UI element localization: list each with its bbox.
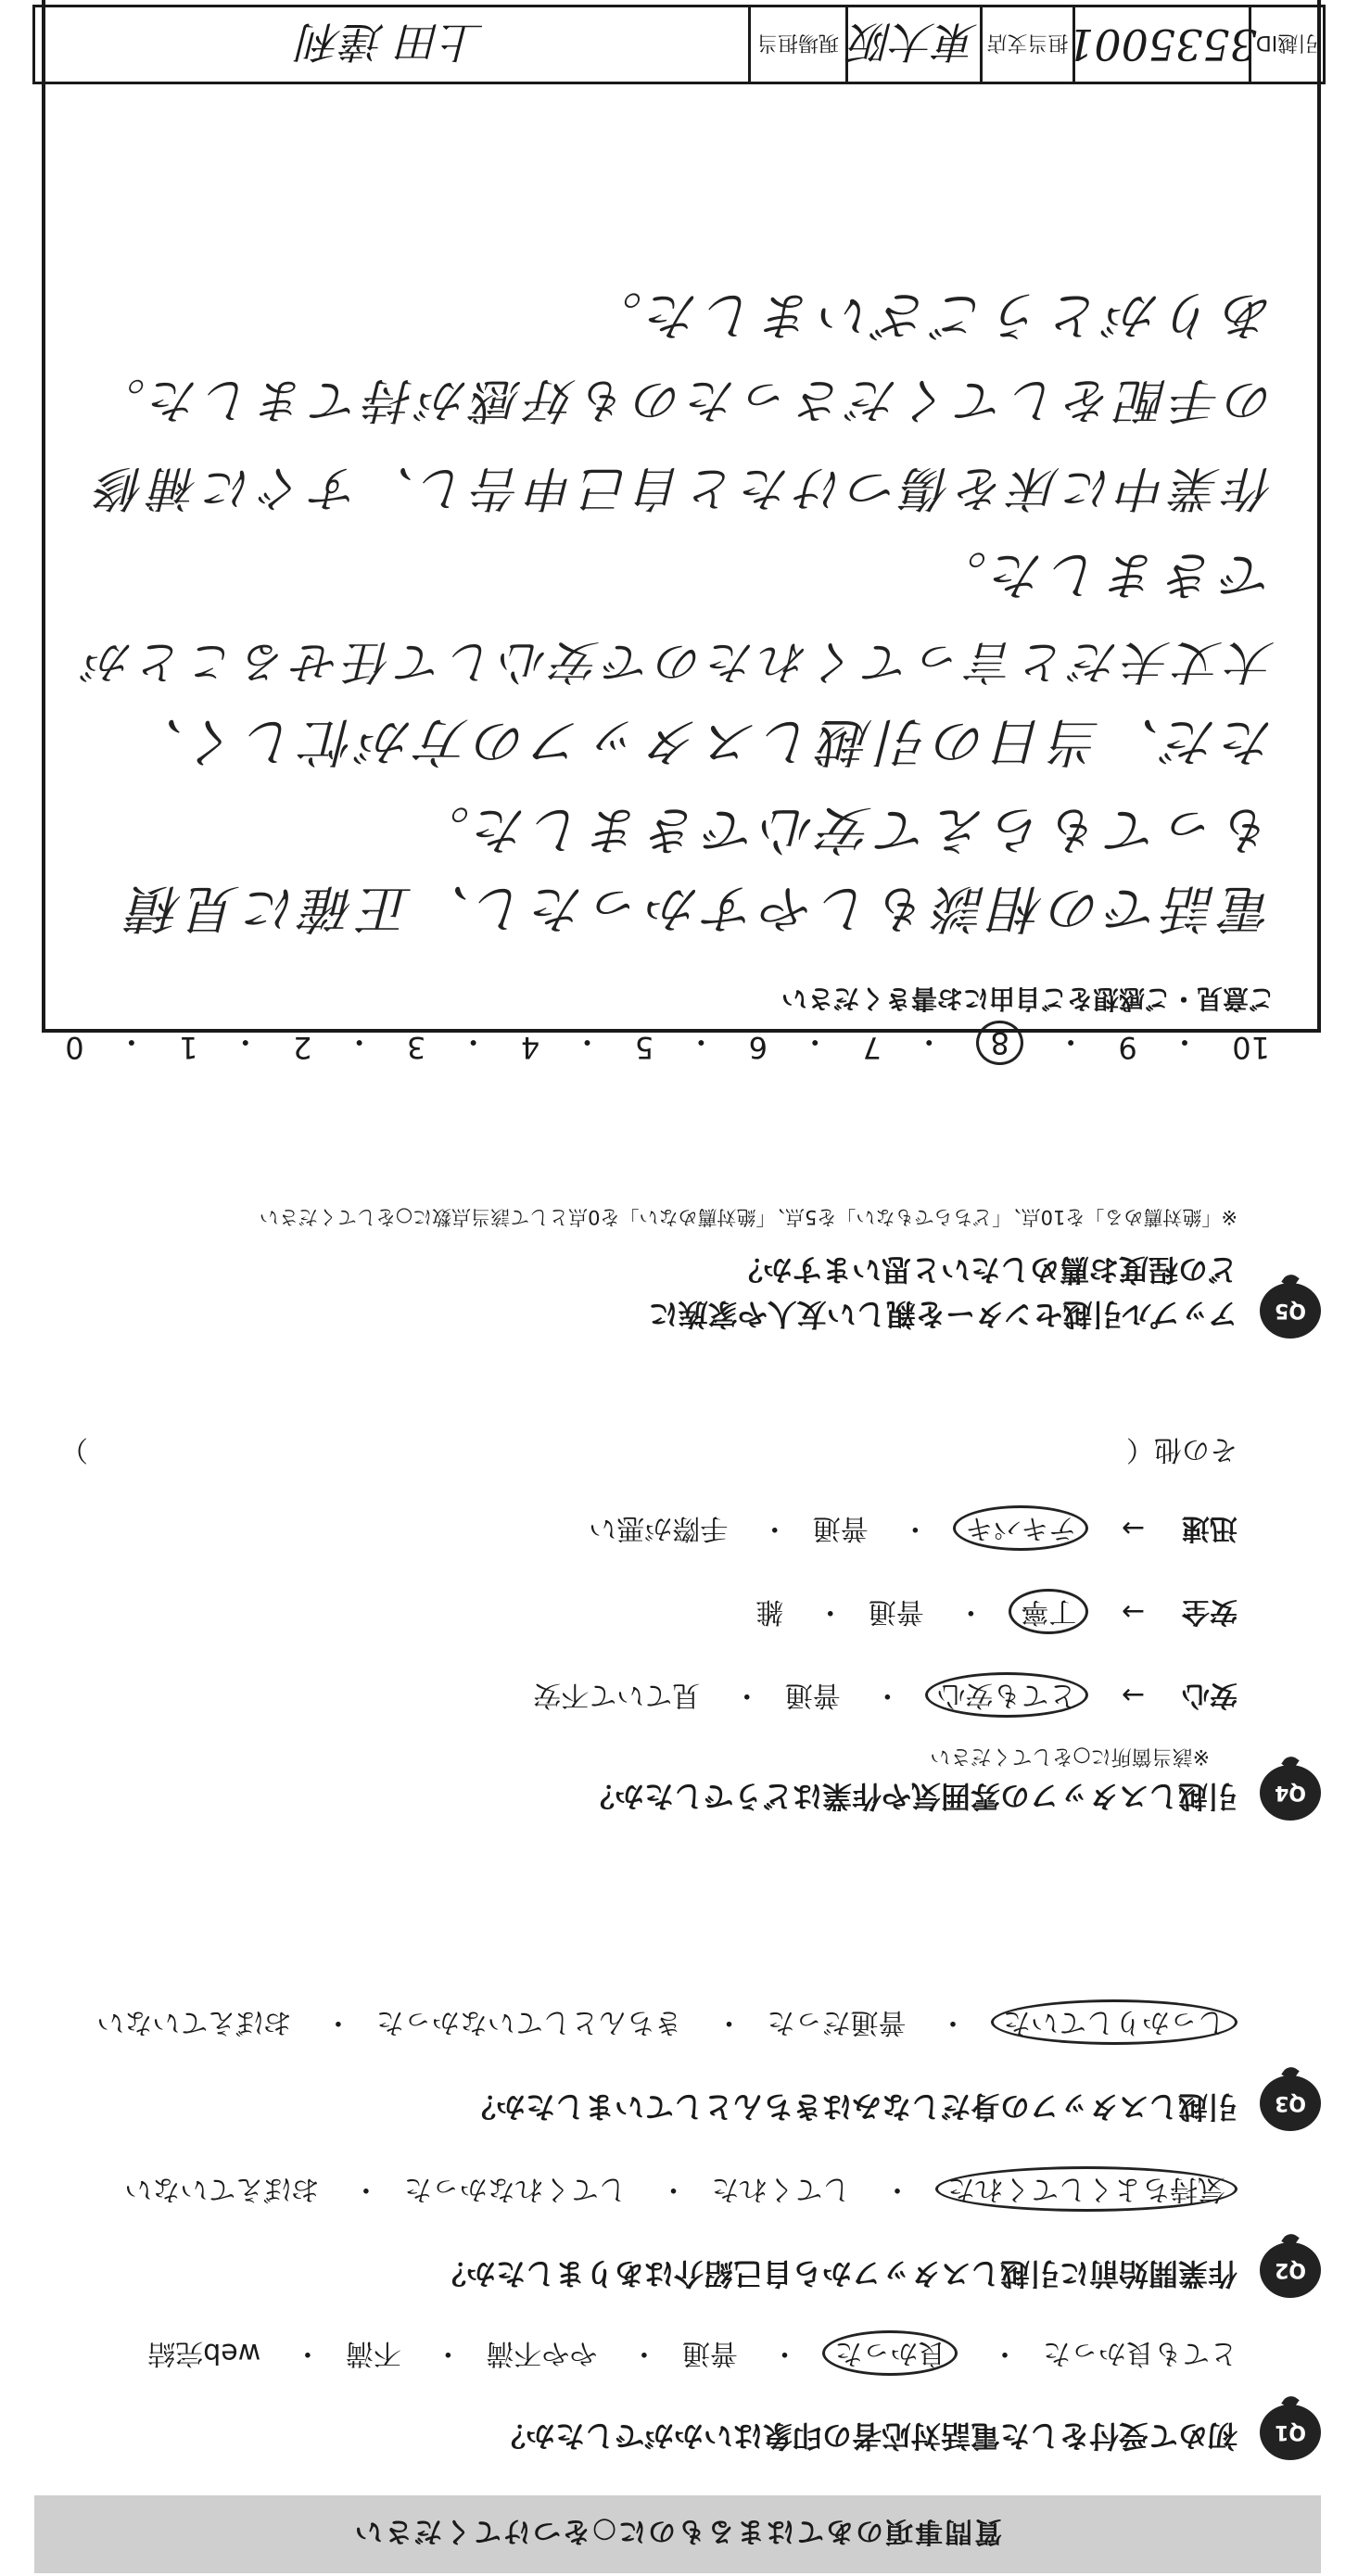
scale-option[interactable]: 0 xyxy=(65,1030,84,1065)
q2-option[interactable]: してくれた xyxy=(711,2173,851,2205)
comment-line: 作業中に床を傷つけたと自己申告し、すぐに補修 xyxy=(91,460,1275,515)
comment-line: の手配をしてくださったのも好感が持てました。 xyxy=(91,372,1275,427)
comment-line: ありがとうございました。 xyxy=(585,285,1275,345)
q3-text: 引越しスタッフの身だしなみはきちんとしていましたか？ xyxy=(465,2089,1237,2125)
q2-option[interactable]: おぼえていない xyxy=(124,2173,320,2205)
q3-options: しっかりしていた・ 普通だった・ きちんとしていなかった・ おぼえていない xyxy=(96,2005,1237,2046)
scale-option[interactable]: 7 xyxy=(862,1030,882,1065)
site-leader-label: 現場担当 xyxy=(748,7,845,82)
q1-option[interactable]: とても良かった xyxy=(1043,2337,1237,2369)
q4-option[interactable]: 普通 xyxy=(812,1512,869,1544)
q4-option[interactable]: 見ていて不安 xyxy=(533,1679,701,1711)
branch-label: 担当支店 xyxy=(980,7,1072,82)
q1-option[interactable]: 普通 xyxy=(681,2337,738,2369)
q1-option[interactable]: web完結 xyxy=(147,2337,261,2369)
banner-instruction: 質問事項のあてはまるものに○をつけてください xyxy=(34,2495,1321,2573)
q2-option-selected[interactable]: 気持ちよくしてくれた xyxy=(935,2166,1237,2212)
q3-option[interactable]: 普通だった xyxy=(767,2006,907,2038)
comment-line: もってもらえて安心できました。 xyxy=(412,799,1275,859)
q1-text: 初めて受付をした電話対応者の印象はいかがでしたか？ xyxy=(495,2418,1237,2454)
comment-title: ご意見・ご感想をご自由にお書きください xyxy=(781,983,1275,1014)
q2-badge: Q2 xyxy=(1260,2242,1321,2298)
q2-option[interactable]: してくれなかった xyxy=(403,2173,627,2205)
scale-option[interactable]: 4 xyxy=(520,1030,540,1065)
q4-option-selected[interactable]: とても安心 xyxy=(925,1672,1088,1718)
q2-options: 気持ちよくしてくれた・ してくれた・ してくれなかった・ おぼえていない xyxy=(124,2172,1237,2213)
scale-option[interactable]: 5 xyxy=(634,1030,654,1065)
q1-option[interactable]: やや不満 xyxy=(486,2337,598,2369)
scale-option[interactable]: 10 xyxy=(1232,1030,1270,1065)
q1-options: とても良かった・ 良かった・ 普通・ やや不満・ 不満・ web完結 xyxy=(147,2336,1237,2377)
comment-line: 電話での相談もしやすかったし、正確に見積 xyxy=(125,878,1275,938)
comment-line: ただ、当日の引越しスタッフの方が忙しく、 xyxy=(126,711,1275,771)
scale-option[interactable]: 1 xyxy=(179,1030,198,1065)
move-id-label: 引越ID xyxy=(1249,7,1323,82)
q4-option[interactable]: 手際が悪い xyxy=(589,1512,729,1544)
q4-other-close: ） xyxy=(60,1433,88,1466)
q3-badge: Q3 xyxy=(1260,2075,1321,2131)
scale-option-selected[interactable]: 8 xyxy=(976,1021,1022,1065)
q5-scale: 10 ・ 9 ・ 8 ・ 7 ・ 6 ・ 5 ・ 4 ・ 3 ・ 2 ・ 1 ・ 0 xyxy=(65,1021,1270,1065)
q5-badge: Q5 xyxy=(1260,1283,1321,1339)
q4-note: ※該当箇所に○をしてください xyxy=(930,1745,1210,1768)
q4-row-anshin: 安心→ とても安心・ 普通・ 見ていて不安 xyxy=(533,1678,1237,1719)
q5-note: ※「絶対薦める」を10点、「どちらでもない」を5点、「絶対薦めない」を0点として該当点数に○をしてください xyxy=(259,1206,1237,1228)
q4-option-selected[interactable]: テキパキ xyxy=(953,1505,1088,1551)
scale-option[interactable]: 6 xyxy=(748,1030,768,1065)
q3-option-selected[interactable]: しっかりしていた xyxy=(991,1999,1237,2045)
q3-option[interactable]: きちんとしていなかった xyxy=(375,2006,682,2038)
staff-info-table xyxy=(32,5,1326,84)
q4-row-label: 安心 xyxy=(1182,1679,1237,1711)
q4-text: 引越しスタッフの雰囲気や作業はどうでしたか？ xyxy=(584,1779,1237,1814)
q5-line2: どの程度お薦めしたいと思いますか？ xyxy=(732,1252,1237,1288)
q2-text: 作業開始前に引越しスタッフから自己紹介はありましたか？ xyxy=(436,2256,1237,2291)
q4-other xyxy=(60,1432,1237,1473)
q4-row-anzen: 安全→ 丁寧・ 普通・ 雑 xyxy=(755,1594,1237,1635)
q4-row-label: 安全 xyxy=(1182,1595,1237,1628)
scale-option[interactable]: 9 xyxy=(1118,1030,1137,1065)
scale-option[interactable]: 3 xyxy=(406,1030,426,1065)
q4-option-selected[interactable]: 丁寧 xyxy=(1009,1589,1088,1634)
move-id-value: 3535001 xyxy=(1072,7,1249,82)
q1-option[interactable]: 不満 xyxy=(345,2337,401,2369)
site-leader-signature: 上田 達利 xyxy=(299,17,484,67)
q4-option[interactable]: 雑 xyxy=(755,1595,784,1628)
comment-line: できました。 xyxy=(930,544,1275,604)
q3-option[interactable]: おぼえていない xyxy=(96,2006,292,2038)
q4-option[interactable]: 普通 xyxy=(868,1595,924,1628)
q4-other-label: その他（ xyxy=(1126,1433,1237,1466)
q5-line1: アップル引越センターを親しい友人や家族に xyxy=(648,1297,1237,1332)
q4-badge: Q4 xyxy=(1260,1765,1321,1821)
branch-value: 東大阪 xyxy=(845,7,980,82)
scale-option[interactable]: 2 xyxy=(293,1030,312,1065)
q1-option-selected[interactable]: 良かった xyxy=(822,2330,958,2376)
comment-line: 大丈夫だと言ってくれたので安心して任せることが xyxy=(81,635,1275,689)
q1-badge: Q1 xyxy=(1260,2405,1321,2460)
q4-row-jinsoku: 迅速→ テキパキ・ 普通・ 手際が悪い xyxy=(589,1511,1237,1552)
q4-row-label: 迅速 xyxy=(1182,1512,1237,1544)
q4-option[interactable]: 普通 xyxy=(784,1679,841,1711)
